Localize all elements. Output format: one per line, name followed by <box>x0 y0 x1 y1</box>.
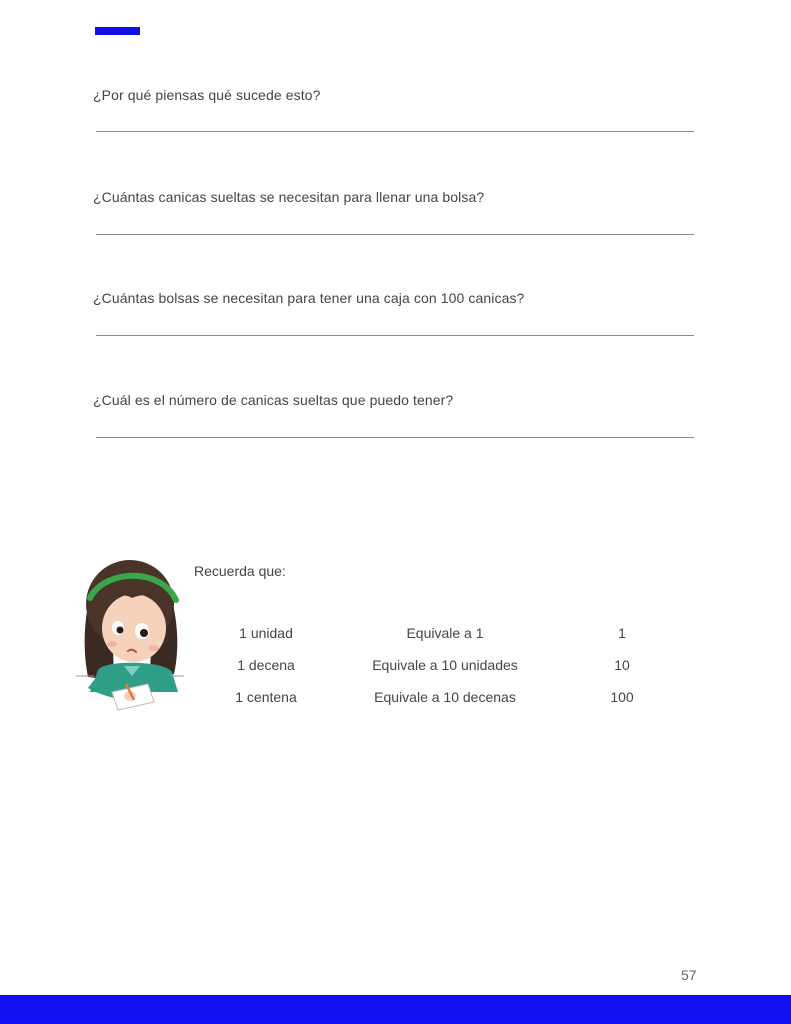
answer-line-2[interactable] <box>96 234 694 235</box>
equivalence-unit: 1 unidad <box>239 625 293 641</box>
answer-line-4[interactable] <box>96 437 694 438</box>
answer-line-3[interactable] <box>96 335 694 336</box>
question-4: ¿Cuál es el número de canicas sueltas que puedo tener? <box>93 392 454 408</box>
answer-line-1[interactable] <box>96 131 694 132</box>
question-2: ¿Cuántas canicas sueltas se necesitan para llenar una bolsa? <box>93 189 485 205</box>
equivalence-unit: 1 decena <box>237 657 295 673</box>
equivalence-value: 10 <box>614 657 630 673</box>
equivalence-row <box>0 689 791 707</box>
equivalence-text: Equivale a 10 unidades <box>372 657 518 673</box>
equivalence-text: Equivale a 1 <box>406 625 484 641</box>
equivalence-unit: 1 centena <box>235 689 297 705</box>
equivalence-row <box>0 625 791 643</box>
reminder-title: Recuerda que: <box>194 563 286 579</box>
page-number: 57 <box>681 967 697 983</box>
question-1: ¿Por qué piensas qué sucede esto? <box>93 87 321 103</box>
top-accent-bar <box>95 27 140 35</box>
footer-bar <box>0 995 791 1024</box>
equivalence-value: 1 <box>618 625 626 641</box>
equivalence-text: Equivale a 10 decenas <box>374 689 516 705</box>
question-3: ¿Cuántas bolsas se necesitan para tener una caja con 100 canicas? <box>93 290 525 306</box>
equivalence-row <box>0 657 791 675</box>
equivalence-value: 100 <box>610 689 634 705</box>
